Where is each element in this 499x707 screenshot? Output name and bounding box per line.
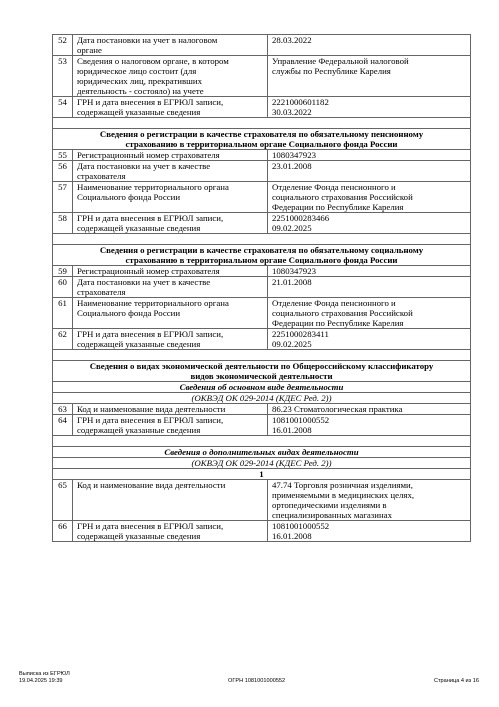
row-value-line: 21.01.2008 — [272, 277, 312, 287]
row-label-line: содержащей указанные сведения — [77, 531, 201, 541]
row-value-line: 09.02.2025 — [272, 223, 312, 233]
extra-activity-classifier-cell: (ОКВЭД ОК 029-2014 (КДЕС Ред. 2)) — [53, 458, 471, 469]
row-label — [73, 213, 268, 234]
row-label-line: Сведения о налоговом органе, в котором — [77, 56, 229, 66]
section-title-okved-line: Сведения о видах экономической деятельности по Общероссийскому классификатору — [89, 361, 434, 371]
row-value-line: социального страхования Российской — [272, 192, 413, 202]
extra-activity-index — [53, 469, 471, 480]
row-value-line: Отделение Фонда пенсионного и — [272, 298, 396, 308]
row-value-line: ортопедическими изделиями в — [272, 500, 387, 510]
row-value-line: 28.03.2022 — [272, 35, 312, 45]
row-label — [73, 415, 268, 436]
row-value-line: Федерации по Республике Карелия — [272, 202, 404, 212]
section-title-pension — [53, 129, 471, 150]
footer-doc-name: Выписка из ЕГРЮЛ — [19, 671, 70, 677]
row-label — [73, 521, 268, 542]
row-value-line: 1080347923 — [272, 266, 316, 276]
row-label-line: юридических лиц, прекративших — [77, 76, 203, 86]
row-value — [268, 35, 471, 56]
row-value-line: 09.02.2025 — [272, 339, 312, 349]
row-label-line: Социального фонда России — [77, 308, 181, 318]
main-activity-classifier — [53, 393, 471, 404]
table-row — [53, 415, 471, 436]
table-row — [53, 298, 471, 329]
table-row — [53, 277, 471, 298]
row-value — [268, 150, 471, 161]
row-label-line: ГРН и дата внесения в ЕГРЮЛ записи, — [77, 97, 224, 107]
row-label-line: юридическое лицо состоит (для — [77, 66, 197, 76]
row-value — [268, 56, 471, 97]
row-label-line: содержащей указанные сведения — [77, 339, 201, 349]
row-value-line: Отделение Фонда пенсионного и — [272, 182, 396, 192]
row-number: 59 — [53, 266, 73, 277]
row-value-line: 1081001000552 — [272, 521, 330, 531]
footer-datetime: 19.04.2025 19:39 — [19, 678, 63, 684]
main-activity-heading-cell: Сведения об основном виде деятельности — [53, 382, 471, 393]
table-row — [53, 329, 471, 350]
row-label-line: Социального фонда России — [77, 192, 181, 202]
row-number: 56 — [53, 161, 73, 182]
row-label — [73, 329, 268, 350]
table-row — [53, 182, 471, 213]
row-label-line: страхователя — [77, 171, 126, 181]
row-label — [73, 480, 268, 521]
table-row — [53, 480, 471, 521]
spacer-row — [53, 436, 471, 447]
table-row — [53, 213, 471, 234]
row-label — [73, 404, 268, 415]
row-number: 63 — [53, 404, 73, 415]
table-row — [53, 97, 471, 118]
row-label — [73, 182, 268, 213]
row-label — [73, 35, 268, 56]
row-label — [73, 150, 268, 161]
spacer-row — [53, 350, 471, 361]
section-title-pension-line: страхованию в территориальном органе Социального фонда России — [125, 139, 398, 149]
row-number: 57 — [53, 182, 73, 213]
row-value — [268, 97, 471, 118]
row-label-line: содержащей указанные сведения — [77, 425, 201, 435]
table-row — [53, 161, 471, 182]
row-value-line: 1080347923 — [272, 150, 316, 160]
row-value-line: 23.01.2008 — [272, 161, 312, 171]
row-label — [73, 266, 268, 277]
row-value-line: службы по Республике Карелия — [272, 66, 391, 76]
section-title-okved-cell — [53, 361, 471, 382]
row-value-line: 16.01.2008 — [272, 425, 312, 435]
row-number: 55 — [53, 150, 73, 161]
row-label — [73, 277, 268, 298]
row-number: 66 — [53, 521, 73, 542]
row-label-line: Регистрационный номер страхователя — [77, 150, 220, 160]
row-number: 62 — [53, 329, 73, 350]
row-label-line: органе — [77, 45, 102, 55]
row-label — [73, 56, 268, 97]
footer-left — [19, 671, 70, 685]
row-label-line: Код и наименование вида деятельности — [77, 480, 226, 490]
section-title-okved — [53, 361, 471, 382]
row-value-line: Федерации по Республике Карелия — [272, 318, 404, 328]
main-activity-heading — [53, 382, 471, 393]
row-value-line: 1081001000552 — [272, 415, 330, 425]
row-label-line: Код и наименование вида деятельности — [77, 404, 226, 414]
row-value-line: социального страхования Российской — [272, 308, 413, 318]
section-title-okved-line: видов экономической деятельности — [190, 371, 333, 381]
extra-activity-heading — [53, 447, 471, 458]
egrul-table-body — [53, 35, 471, 542]
row-label-line: Дата постановки на учет в качестве — [77, 277, 211, 287]
row-value-line: 47.74 Торговля розничная изделиями, — [272, 480, 413, 490]
row-label-line: ГРН и дата внесения в ЕГРЮЛ записи, — [77, 521, 224, 531]
section-title-pension-line: Сведения о регистрации в качестве страхователя по обязательному пенсионному — [99, 129, 424, 139]
row-value-line: специализированных магазинах — [272, 510, 392, 520]
spacer-row — [53, 234, 471, 245]
row-number: 65 — [53, 480, 73, 521]
footer-ogrn: ОГРН 1081001000552 — [228, 678, 286, 684]
row-value — [268, 415, 471, 436]
row-value-line: 2251000283411 — [272, 329, 329, 339]
row-value-line: 2221000601182 — [272, 97, 329, 107]
row-label — [73, 298, 268, 329]
row-label-line: Наименование территориального органа — [77, 298, 229, 308]
table-row — [53, 266, 471, 277]
row-label-line: деятельность - состояло) на учете — [77, 86, 204, 96]
section-title-social — [53, 245, 471, 266]
row-value — [268, 266, 471, 277]
row-label-line: страхователя — [77, 287, 126, 297]
row-value-line: 16.01.2008 — [272, 531, 312, 541]
table-row — [53, 56, 471, 97]
row-label-line: содержащей указанные сведения — [77, 223, 201, 233]
row-label-line: Регистрационный номер страхователя — [77, 266, 220, 276]
section-title-social-cell — [53, 245, 471, 266]
row-label-line: ГРН и дата внесения в ЕГРЮЛ записи, — [77, 329, 224, 339]
row-value — [268, 182, 471, 213]
row-number: 52 — [53, 35, 73, 56]
row-label-line: ГРН и дата внесения в ЕГРЮЛ записи, — [77, 213, 224, 223]
extra-activity-classifier — [53, 458, 471, 469]
main-activity-classifier-cell: (ОКВЭД ОК 029-2014 (КДЕС Ред. 2)) — [53, 393, 471, 404]
row-label-line: ГРН и дата внесения в ЕГРЮЛ записи, — [77, 415, 224, 425]
row-number: 58 — [53, 213, 73, 234]
row-number: 54 — [53, 97, 73, 118]
row-value-line: Управление Федеральной налоговой — [272, 56, 409, 66]
table-row — [53, 404, 471, 415]
row-value — [268, 404, 471, 415]
row-value — [268, 213, 471, 234]
row-value-line: 86.23 Стоматологическая практика — [272, 404, 403, 414]
row-value — [268, 480, 471, 521]
table-row — [53, 35, 471, 56]
row-value — [268, 161, 471, 182]
row-number: 64 — [53, 415, 73, 436]
section-title-social-line: страхованию в территориальном органе Социального фонда России — [125, 255, 398, 265]
row-number: 53 — [53, 56, 73, 97]
row-value — [268, 329, 471, 350]
row-label — [73, 161, 268, 182]
section-title-social-line: Сведения о регистрации в качестве страхователя по обязательному социальному — [99, 245, 424, 255]
row-label-line: Дата постановки на учет в качестве — [77, 161, 211, 171]
egrul-extract-table — [52, 34, 471, 542]
extra-activity-heading-cell: Сведения о дополнительных видах деятельности — [53, 447, 471, 458]
extra-activity-index-cell: 1 — [53, 469, 471, 480]
row-value — [268, 298, 471, 329]
row-label — [73, 97, 268, 118]
row-number: 61 — [53, 298, 73, 329]
row-value-line: 30.03.2022 — [272, 107, 312, 117]
row-value-line: 2251000283466 — [272, 213, 330, 223]
row-value-line: применяемыми в медицинских целях, — [272, 490, 415, 500]
row-number: 60 — [53, 277, 73, 298]
footer-page-number: Страница 4 из 16 — [433, 678, 479, 684]
table-row — [53, 521, 471, 542]
spacer-row — [53, 118, 471, 129]
table-row — [53, 150, 471, 161]
row-label-line: Дата постановки на учет в налоговом — [77, 35, 218, 45]
row-value — [268, 521, 471, 542]
row-label-line: содержащей указанные сведения — [77, 107, 201, 117]
row-label-line: Наименование территориального органа — [77, 182, 229, 192]
section-title-pension-cell — [53, 129, 471, 150]
row-value — [268, 277, 471, 298]
